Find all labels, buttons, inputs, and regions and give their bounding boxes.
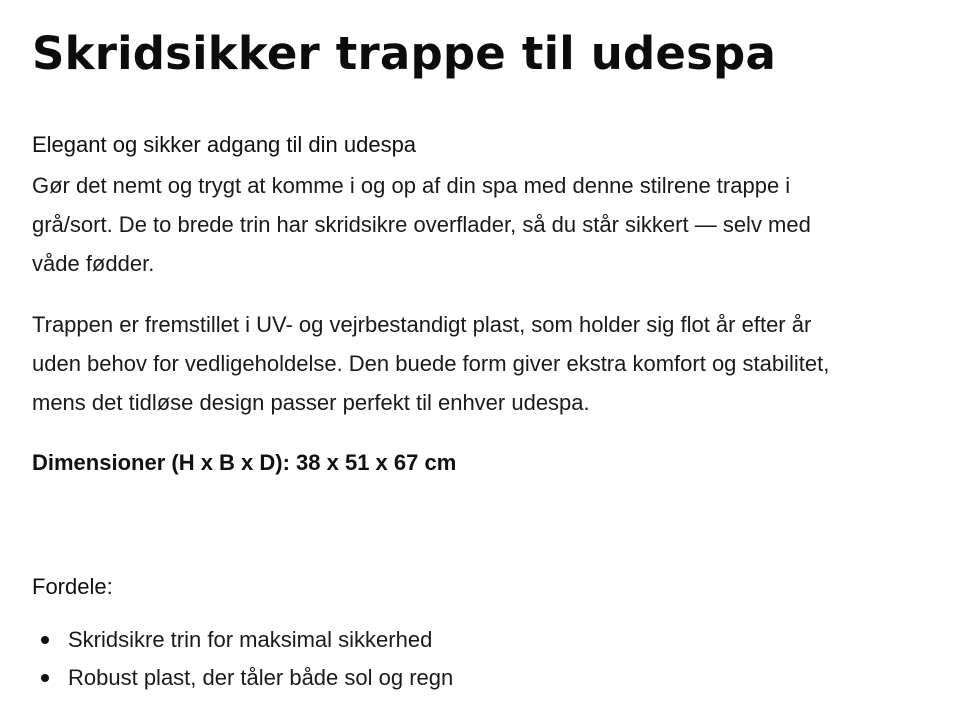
paragraph-line: mens det tidløse design passer perfekt til enhver udespa. bbox=[32, 390, 590, 415]
list-item-text: Skridsikre trin for maksimal sikkerhed bbox=[68, 627, 433, 652]
paragraph-line: grå/sort. De to brede trin har skridsikre overflader, så du står sikkert — selv med bbox=[32, 212, 811, 237]
description-paragraph-2 bbox=[32, 305, 932, 422]
subheading: Elegant og sikker adgang til din udespa bbox=[32, 132, 417, 157]
page-title: Skridsikker trappe til udespa bbox=[32, 27, 777, 80]
paragraph-line: Gør det nemt og trygt at komme i og op af din spa med denne stilrene trappe i bbox=[32, 173, 791, 198]
description-paragraph-1 bbox=[32, 166, 932, 283]
paragraph-line: Trappen er fremstillet i UV- og vejrbestandigt plast, som holder sig flot år efter år bbox=[32, 312, 812, 337]
benefits-list bbox=[32, 621, 453, 697]
bullet-icon bbox=[41, 674, 49, 682]
list-item bbox=[32, 621, 453, 659]
benefits-label: Fordele: bbox=[32, 574, 113, 599]
paragraph-line: våde fødder. bbox=[32, 251, 155, 276]
list-item bbox=[32, 659, 453, 697]
paragraph-line: uden behov for vedligeholdelse. Den buede form giver ekstra komfort og stabilitet, bbox=[32, 351, 830, 376]
dimensions-text: Dimensioner (H x B x D): 38 x 51 x 67 cm bbox=[32, 450, 457, 475]
bullet-icon bbox=[41, 636, 49, 644]
list-item-text: Robust plast, der tåler både sol og regn bbox=[68, 665, 454, 690]
